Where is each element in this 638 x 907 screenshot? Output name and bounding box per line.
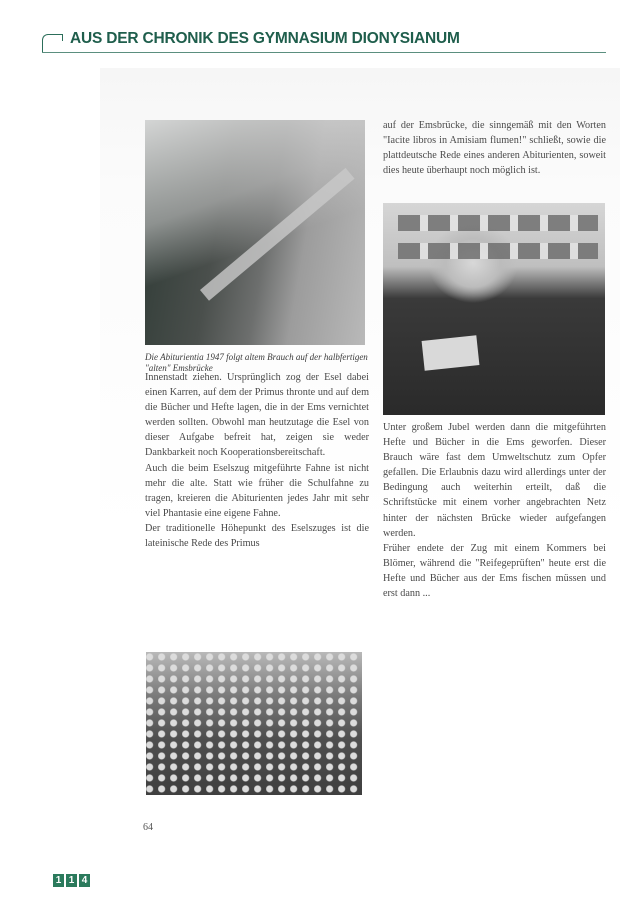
photo-bridge-abiturienten xyxy=(145,120,365,345)
paragraph: Der traditionelle Höhepunkt des Eselszuges ist die lateinische Rede des Primus xyxy=(145,522,369,550)
folio-digit: 1 xyxy=(66,874,77,887)
book-shape xyxy=(422,335,480,371)
header-rule xyxy=(42,52,606,53)
paragraph: auf der Emsbrücke, die sinngemäß mit den Worten "Iacite libros in Amisiam flumen!" schließt, sowie die plattdeutsche Rede eines anderen Abiturienten, soweit dies heute überhaupt noch möglich ist. xyxy=(383,120,606,177)
folio-digit: 1 xyxy=(53,874,64,887)
paragraph: Innenstadt ziehen. Ursprünglich zog der Esel dabei einen Karren, auf dem der Primus thronte und auf dem die Bücher und Hefte lagen, die in der Ems vernichtet werden sollten. Obwohl man heutzutage die Esel von dieser Aufgabe befreit hat, zeigen sie weder Dankbarkeit noch Kooperationsbereitschaft. xyxy=(145,372,369,459)
right-column-bottom-text xyxy=(383,420,606,601)
scan-page-number: 64 xyxy=(143,822,153,833)
bridge-rail xyxy=(200,168,355,301)
photo-speaker-with-book xyxy=(383,203,605,415)
paragraph: Früher endete der Zug mit einem Kommers bei Blömer, während die "Reifegeprüften" heute erst die Hefte und Bücher aus der Ems fischen müssen und erst dann ... xyxy=(383,542,606,600)
window-row xyxy=(398,215,598,231)
folio-digit: 4 xyxy=(79,874,90,887)
paragraph: Unter großem Jubel werden dann die mitgeführten Hefte und Bücher in die Ems geworfen. Dieser Brauch wäre fast dem Umweltschutz zum Opfer gefallen. Die Erlaubnis dazu wird allerdings unter der Bedingung auch weiterhin erteilt, daß die Schriftstücke mit einem vorher angebrachten Netz hinter der nächsten Brücke wieder aufgefangen werden. xyxy=(383,422,606,539)
header-title: AUS DER CHRONIK DES GYMNASIUM DIONYSIANUM xyxy=(70,30,460,47)
right-column-top-text xyxy=(383,118,606,178)
running-header xyxy=(42,30,606,54)
left-column-text xyxy=(145,370,369,551)
photo-caption: Die Abiturientia 1947 folgt altem Brauch auf der halbfertigen "alten" Emsbrücke xyxy=(145,352,368,373)
photo-crowd-at-bridge xyxy=(146,652,362,795)
folio-page-number xyxy=(53,874,90,887)
window-row xyxy=(398,243,598,259)
paragraph: Auch die beim Eselszug mitgeführte Fahne ist nicht mehr die alte. Statt wie früher die Schulfahne zu tragen, kreieren die Abiturienten jedes Jahr mit sehr viel Phantasie eine eigene Fahne. xyxy=(145,462,369,519)
header-tick-mark xyxy=(62,34,63,41)
header-bracket-icon xyxy=(42,34,63,53)
